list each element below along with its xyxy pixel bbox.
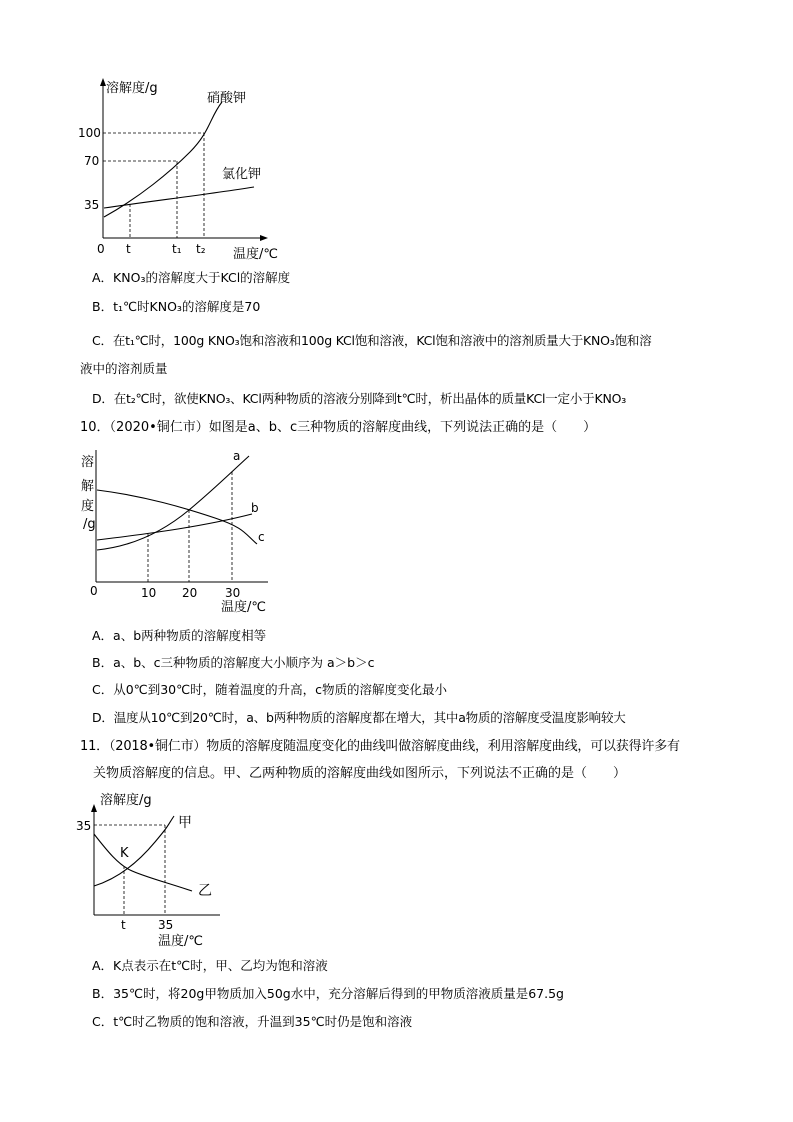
x-tick-t: t [121, 918, 126, 932]
series-label-c: c [258, 530, 265, 544]
q9-option-b: B．t₁℃时KNO₃的溶解度是70 [92, 299, 261, 314]
curve-b [97, 514, 252, 540]
x-tick-t: t [126, 242, 131, 256]
figure-1-solubility-chart [70, 72, 290, 262]
q9-option-c: C．在t₁℃时，100g KNO₃饱和溶液和100g KCl饱和溶液，KCl饱和溶液中的溶剂质量大于KNO₃饱和溶 [92, 333, 652, 348]
y-tick-70: 70 [84, 154, 100, 168]
q9-option-a: A．KNO₃的溶解度大于KCl的溶解度 [92, 270, 291, 285]
x-tick-20: 20 [182, 586, 198, 600]
curve1-label: 硝酸钾 [207, 91, 247, 106]
curve-c [97, 490, 257, 544]
y-tick-100: 100 [78, 126, 101, 140]
ylabel: 溶解度/g [106, 81, 158, 96]
figure-2-solubility-chart [75, 448, 275, 616]
q10-stem: 10．（2020•铜仁市）如图是a、b、c三种物质的溶解度曲线，下列说法正确的是（ ） [80, 420, 597, 435]
x-tick-35: 35 [158, 918, 174, 932]
q10-option-b: B．a、b、c三种物质的溶解度大小顺序为 a＞b＞c [92, 655, 375, 670]
x-tick-0: 0 [97, 242, 105, 256]
kcl-curve [104, 187, 254, 208]
ylabel-line-1: 溶 [81, 455, 95, 470]
x-axis-arrow [260, 235, 268, 241]
figure-3-solubility-chart [70, 790, 230, 950]
q9-option-d: D．在t₂℃时，欲使KNO₃、KCl两种物质的溶液分别降到t℃时，析出晶体的质量KCl一定小于KNO₃ [92, 391, 627, 406]
q11-stem-line-2: 关物质溶解度的信息。甲、乙两种物质的溶解度曲线如图所示，下列说法不正确的是（ ） [93, 766, 627, 781]
x-tick-30: 30 [225, 586, 241, 600]
guide-lines [103, 133, 204, 238]
point-k-label: K [120, 846, 129, 861]
series-label-yi: 乙 [198, 883, 212, 899]
ylabel-line-4: /g [83, 517, 96, 532]
curve2-label: 氯化钾 [222, 167, 262, 182]
q10-option-c: C．从0℃到30℃时，随着温度的升高，c物质的溶解度变化最小 [92, 682, 448, 697]
series-label-jia: 甲 [178, 815, 192, 831]
ylabel: 溶解度/g [100, 793, 152, 808]
xlabel: 温度/℃ [158, 934, 203, 949]
q9-option-c-cont: 液中的溶剂质量 [80, 361, 168, 376]
xlabel: 温度/℃ [221, 600, 266, 615]
ylabel-line-2: 解 [81, 479, 95, 494]
series-label-b: b [251, 501, 259, 515]
series-label-a: a [233, 449, 241, 463]
y-tick-35: 35 [84, 198, 100, 212]
x-tick-t1: t₁ [172, 242, 182, 256]
ylabel-line-3: 度 [81, 499, 95, 514]
y-axis-arrow [91, 804, 97, 812]
x-tick-t2: t₂ [196, 242, 206, 256]
x-tick-10: 10 [141, 586, 157, 600]
q10-option-a: A．a、b两种物质的溶解度相等 [92, 628, 267, 643]
q11-option-a: A．K点表示在t℃时，甲、乙均为饱和溶液 [92, 958, 328, 973]
xlabel: 温度/℃ [233, 247, 278, 262]
curve-a [97, 456, 249, 550]
q10-option-d: D．温度从10℃到20℃时，a、b两种物质的溶解度都在增大，其中a物质的溶解度受温度影响较大 [92, 710, 626, 725]
y-tick-35: 35 [76, 819, 92, 833]
q11-option-b: B．35℃时，将20g甲物质加入50g水中，充分溶解后得到的甲物质溶液质量是67.5g [92, 986, 564, 1001]
curve-jia [94, 816, 174, 886]
q11-stem-line-1: 11．（2018•铜仁市）物质的溶解度随温度变化的曲线叫做溶解度曲线，利用溶解度曲线，可以获得许多有 [80, 739, 680, 754]
curve-yi [94, 834, 192, 891]
x-tick-0: 0 [90, 584, 98, 598]
q11-option-c: C．t℃时乙物质的饱和溶液，升温到35℃时仍是饱和溶液 [92, 1014, 413, 1029]
